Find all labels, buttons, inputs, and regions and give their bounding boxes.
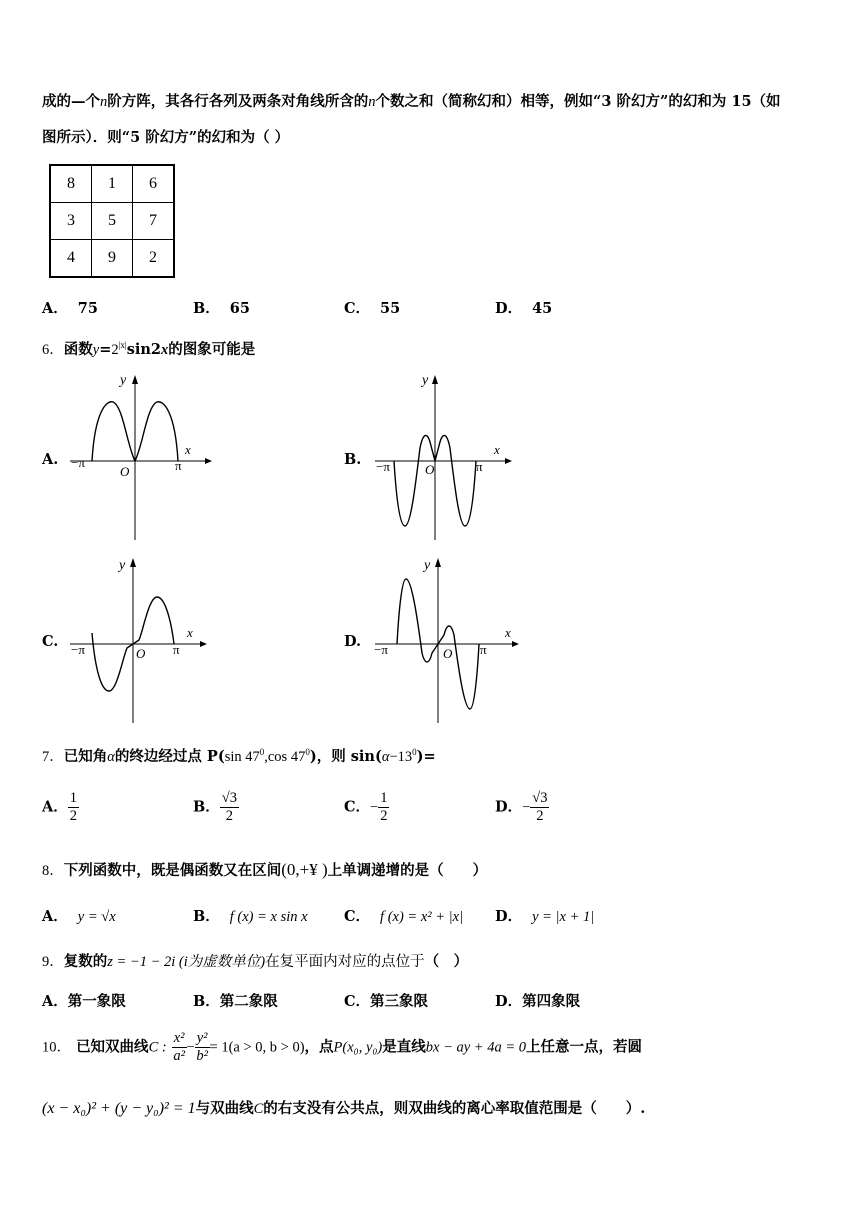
q8-option-d[interactable] bbox=[495, 905, 594, 926]
q6-fn: sin2 bbox=[126, 341, 162, 358]
x-axis-arrow-icon bbox=[200, 641, 207, 647]
q6-exponent: |x| bbox=[118, 340, 127, 351]
option-label: C． bbox=[344, 798, 371, 816]
q8-option-a[interactable] bbox=[42, 905, 116, 926]
q5-option-b[interactable] bbox=[193, 297, 250, 318]
q5-n-2: n bbox=[368, 94, 376, 110]
x-axis-arrow-icon bbox=[205, 458, 212, 464]
q9-text-pre: 复数的 bbox=[63, 953, 108, 970]
q8-text-pre: 下列函数中，既是偶函数又在区间 bbox=[63, 862, 282, 879]
q5-option-a[interactable] bbox=[42, 297, 98, 318]
option-expr: y = √x bbox=[77, 909, 116, 925]
y-axis-arrow-icon bbox=[435, 558, 441, 567]
q10-line-eq: bx − ay + 4a = 0 bbox=[425, 1039, 526, 1056]
option-label: D． bbox=[495, 908, 523, 925]
option-value: 75 bbox=[77, 300, 98, 317]
q10-text-line2-mid: 与双曲线 bbox=[195, 1100, 254, 1117]
q7-alpha: α bbox=[381, 749, 390, 765]
option-label: B． bbox=[193, 798, 220, 816]
y-axis-arrow-icon bbox=[432, 375, 438, 384]
y-axis-label: y bbox=[120, 373, 127, 388]
fraction bbox=[220, 790, 239, 825]
option-label: B． bbox=[193, 908, 220, 925]
y-axis-arrow-icon bbox=[130, 558, 136, 567]
magic-cell: 4 bbox=[50, 240, 92, 278]
q9-option-a[interactable] bbox=[42, 990, 126, 1011]
denominator: 2 bbox=[536, 808, 544, 824]
q7-alpha: α bbox=[107, 749, 115, 765]
y-axis-label: y bbox=[422, 373, 429, 388]
numerator: x² bbox=[173, 1030, 185, 1046]
magic-cell: 2 bbox=[133, 240, 175, 278]
q8-option-c[interactable] bbox=[344, 905, 463, 926]
q10-number: 10． bbox=[42, 1039, 71, 1056]
q9-number: 9． bbox=[42, 954, 64, 970]
denominator: a² bbox=[173, 1048, 185, 1064]
q8-stem bbox=[42, 859, 487, 880]
q10-curve-c: C : bbox=[148, 1039, 167, 1056]
y-axis-label: y bbox=[119, 558, 126, 573]
y-axis-label: y bbox=[424, 558, 431, 573]
q7-option-b[interactable] bbox=[193, 790, 239, 825]
origin-label: O bbox=[120, 464, 130, 479]
magic-cell: 8 bbox=[50, 165, 92, 203]
magic-cell: 1 bbox=[92, 165, 133, 203]
option-label: C． bbox=[344, 993, 371, 1010]
magic-cell: 7 bbox=[133, 203, 175, 240]
q10-text-mid2: 是直线 bbox=[382, 1038, 426, 1056]
numerator: √3 bbox=[221, 790, 237, 806]
q5-option-c[interactable] bbox=[344, 297, 400, 318]
q6-option-c-label[interactable]: C. bbox=[42, 633, 59, 650]
option-label: A． bbox=[42, 798, 68, 816]
option-label: C． bbox=[344, 908, 371, 925]
graph-a[interactable] bbox=[65, 370, 215, 545]
option-label: D． bbox=[495, 300, 523, 317]
q8-number: 8． bbox=[42, 863, 64, 879]
q10-point-p: P(x₀, y₀) bbox=[333, 1039, 383, 1056]
q6-base: 2 bbox=[111, 342, 119, 358]
q10-condition: = 1(a > 0, b > 0) bbox=[209, 1039, 305, 1056]
q7-point-cos: ,cos 47 bbox=[264, 749, 306, 765]
option-label: B． bbox=[193, 300, 220, 317]
q5-line1 bbox=[42, 90, 781, 111]
q9-stem bbox=[42, 950, 468, 971]
magic-cell: 3 bbox=[50, 203, 92, 240]
fraction bbox=[530, 790, 549, 825]
numerator: 1 bbox=[380, 790, 388, 806]
q9-paren: （ ） bbox=[424, 953, 469, 970]
option-value: 第二象限 bbox=[219, 993, 278, 1010]
magic-cell: 5 bbox=[92, 203, 133, 240]
pos-pi-label: π bbox=[175, 458, 182, 473]
q7-text-pre: 已知角 bbox=[63, 748, 108, 765]
q6-eq: = bbox=[99, 341, 112, 358]
q7-minus: −13 bbox=[389, 749, 413, 765]
origin-label: O bbox=[425, 462, 435, 477]
pos-pi-label: π bbox=[480, 642, 487, 657]
q7-text-mid: 的终边经过点 P( bbox=[114, 748, 225, 765]
x-axis-label: x bbox=[505, 625, 511, 640]
q9-expr: z = −1 − 2i (i为虚数单位) bbox=[107, 954, 266, 970]
q7-text-post: )，则 sin( bbox=[309, 748, 382, 765]
magic-row bbox=[50, 203, 174, 240]
neg-pi-label: −π bbox=[71, 455, 85, 470]
q7-option-a[interactable] bbox=[42, 790, 79, 825]
q10-stem-line2 bbox=[42, 1097, 645, 1118]
denominator: 2 bbox=[69, 808, 78, 824]
q10-stem-line1 bbox=[42, 1030, 642, 1065]
option-label: C． bbox=[344, 300, 371, 317]
q5-text-b: 阶方阵，其各行各列及两条对角线所含的 bbox=[107, 93, 369, 110]
x-axis-arrow-icon bbox=[505, 458, 512, 464]
option-value: 55 bbox=[380, 300, 401, 317]
q7-option-d[interactable] bbox=[495, 790, 549, 825]
q5-text-c: 个数之和（简称幻和）相等，例如“3 阶幻方”的幻和为 15（如 bbox=[375, 93, 781, 110]
q10-curve-c: C bbox=[253, 1101, 264, 1117]
option-value: 第四象限 bbox=[522, 993, 581, 1010]
q10-text-mid: ，点 bbox=[304, 1038, 334, 1056]
q5-n-1: n bbox=[100, 94, 108, 110]
pos-pi-label: π bbox=[476, 459, 483, 474]
magic-cell: 6 bbox=[133, 165, 175, 203]
origin-label: O bbox=[136, 646, 146, 661]
q6-text-post: 的图象可能是 bbox=[168, 341, 256, 358]
q9-option-d[interactable] bbox=[495, 990, 580, 1011]
q8-interval: (0,+¥ ) bbox=[281, 860, 328, 879]
neg-pi-label: −π bbox=[374, 642, 388, 657]
option-expr: y = |x + 1| bbox=[532, 909, 595, 925]
q10-text-pre: 已知双曲线 bbox=[76, 1038, 149, 1056]
neg-pi-label: −π bbox=[71, 642, 85, 657]
q10-text-post: 上任意一点，若圆 bbox=[526, 1038, 642, 1056]
fraction bbox=[172, 1030, 187, 1065]
fraction bbox=[195, 1030, 210, 1065]
q6-stem bbox=[42, 338, 255, 359]
q5-line2 bbox=[42, 126, 289, 147]
option-expr: f (x) = x² + |x| bbox=[380, 909, 464, 925]
q5-text-a: 成的—个 bbox=[42, 93, 100, 110]
graph-d[interactable] bbox=[370, 553, 525, 728]
numerator: y² bbox=[196, 1030, 208, 1046]
q6-option-d-label[interactable]: D. bbox=[344, 633, 362, 650]
q6-y: y bbox=[92, 342, 100, 358]
q7-degree: 0 bbox=[259, 747, 265, 758]
q6-text-pre: 函数 bbox=[63, 341, 93, 358]
magic-row bbox=[50, 240, 174, 278]
q8-option-b[interactable] bbox=[193, 905, 308, 926]
option-expr: f (x) = x sin x bbox=[229, 909, 308, 925]
q6-option-a-label[interactable]: A. bbox=[42, 451, 59, 468]
q7-number: 7． bbox=[42, 749, 64, 765]
denominator: b² bbox=[196, 1048, 208, 1064]
option-label: B． bbox=[193, 993, 220, 1010]
pos-pi-label: π bbox=[173, 642, 180, 657]
option-label: A． bbox=[42, 993, 68, 1010]
q6-option-b-label[interactable]: B. bbox=[344, 451, 362, 468]
option-value: 第一象限 bbox=[67, 993, 126, 1010]
q10-minus: − bbox=[186, 1039, 195, 1056]
option-sign: − bbox=[370, 799, 379, 816]
fraction bbox=[68, 790, 79, 825]
option-label: D． bbox=[495, 798, 523, 816]
option-label: A． bbox=[42, 908, 68, 925]
graph-b[interactable] bbox=[370, 370, 520, 545]
q9-option-c[interactable] bbox=[344, 990, 428, 1011]
q7-stem bbox=[42, 745, 436, 766]
magic-row bbox=[50, 165, 174, 203]
option-label: D． bbox=[495, 993, 523, 1010]
denominator: 2 bbox=[225, 808, 233, 824]
x-axis-label: x bbox=[187, 625, 193, 640]
option-label: A． bbox=[42, 300, 68, 317]
q7-option-c[interactable] bbox=[344, 790, 389, 825]
graph-c[interactable] bbox=[65, 553, 215, 728]
x-axis-label: x bbox=[185, 442, 191, 457]
q7-degree: 0 bbox=[305, 747, 310, 758]
q6-x: x bbox=[161, 342, 169, 358]
x-axis-label: x bbox=[494, 442, 500, 457]
x-axis-arrow-icon bbox=[512, 641, 519, 647]
q10-text-line2-post: 的右支没有公共点，则双曲线的离心率取值范围是（ ）. bbox=[263, 1100, 646, 1117]
neg-pi-label: −π bbox=[376, 459, 390, 474]
option-sign: − bbox=[522, 799, 531, 816]
origin-label: O bbox=[443, 646, 453, 661]
option-value: 65 bbox=[229, 300, 250, 317]
q8-text-post: 上单调递增的是（ ） bbox=[327, 862, 488, 879]
numerator: 1 bbox=[69, 790, 78, 806]
y-axis-arrow-icon bbox=[132, 375, 138, 384]
q7-point-sin: sin 47 bbox=[224, 749, 260, 765]
denominator: 2 bbox=[380, 808, 388, 824]
magic-cell: 9 bbox=[92, 240, 133, 278]
q6-number: 6． bbox=[42, 342, 64, 358]
option-value: 第三象限 bbox=[370, 993, 429, 1010]
q5-option-d[interactable] bbox=[495, 297, 552, 318]
q7-text-end: )= bbox=[416, 748, 436, 765]
numerator: √3 bbox=[532, 790, 548, 806]
q9-option-b[interactable] bbox=[193, 990, 278, 1011]
q7-degree: 0 bbox=[412, 747, 417, 758]
q10-circle-eq: (x − x₀)² + (y − y₀)² = 1 bbox=[42, 1100, 196, 1117]
option-value: 45 bbox=[532, 300, 553, 317]
q5-text-line2: 图所示）．则“5 阶幻方”的幻和为（ ） bbox=[42, 129, 290, 146]
q9-text-post: 在复平面内对应的点位于 bbox=[265, 954, 425, 970]
fraction bbox=[378, 790, 389, 825]
magic-square bbox=[49, 164, 175, 278]
